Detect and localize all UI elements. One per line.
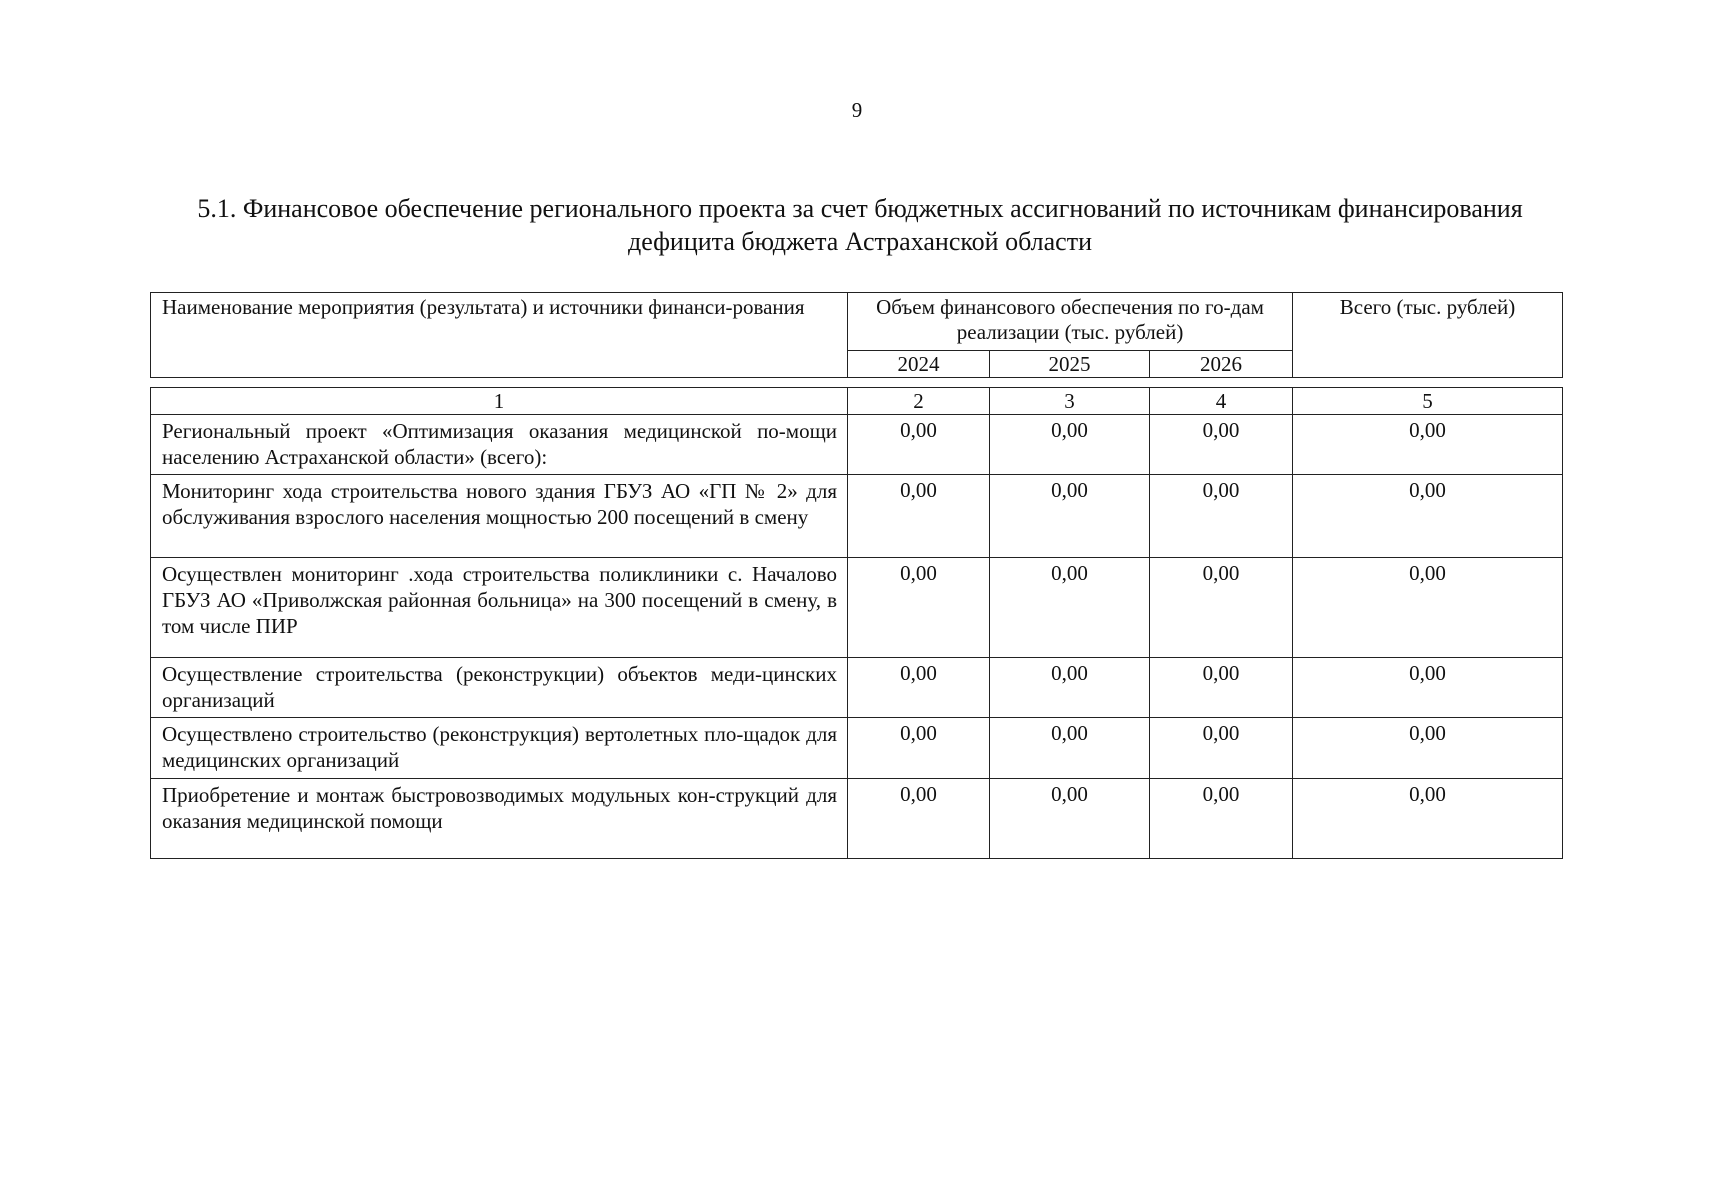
- column-number: 5: [1293, 388, 1563, 415]
- value-2026: 0,00: [1150, 718, 1293, 779]
- value-total: 0,00: [1293, 779, 1563, 859]
- column-number: 3: [990, 388, 1150, 415]
- column-number: 2: [848, 388, 990, 415]
- header-total-label: Всего (тыс. рублей): [1339, 295, 1516, 319]
- financing-table-header: [150, 292, 1563, 378]
- section-title: [140, 192, 1580, 258]
- table-row: [151, 415, 1563, 475]
- header-name-cell: [151, 293, 848, 378]
- value-2024: 0,00: [848, 558, 990, 658]
- value-2025: 0,00: [990, 658, 1150, 718]
- header-volume-label: Объем финансового обеспечения по го-дам реализации (тыс. рублей): [876, 295, 1264, 344]
- table-row: [151, 658, 1563, 718]
- value-total: 0,00: [1293, 718, 1563, 779]
- table-row: [151, 779, 1563, 859]
- column-numbers-row: [151, 388, 1563, 415]
- row-name: Осуществлен мониторинг .хода строительства поликлиники с. Началово ГБУЗ АО «Приволжская районная больница» на 300 посещений в смену, в том числе ПИР: [151, 558, 848, 658]
- value-2026: 0,00: [1150, 415, 1293, 475]
- table-row: [151, 558, 1563, 658]
- value-2024: 0,00: [848, 415, 990, 475]
- row-name: Мониторинг хода строительства нового здания ГБУЗ АО «ГП № 2» для обслуживания взрослого населения мощностью 200 посещений в смену: [151, 475, 848, 558]
- value-2025: 0,00: [990, 779, 1150, 859]
- column-number: 1: [151, 388, 848, 415]
- row-name: Приобретение и монтаж быстровозводимых модульных кон-струкций для оказания медицинской помощи: [151, 779, 848, 859]
- value-2024: 0,00: [848, 658, 990, 718]
- section-title-line-1: 5.1. Финансовое обеспечение регионального проекта за счет бюджетных ассигнований по источникам финансирования: [197, 194, 1523, 223]
- row-name: Осуществлено строительство (реконструкция) вертолетных пло-щадок для медицинских организаций: [151, 718, 848, 779]
- value-total: 0,00: [1293, 475, 1563, 558]
- row-name: Региональный проект «Оптимизация оказания медицинской по-мощи населению Астраханской области» (всего):: [151, 415, 848, 475]
- header-year-2025: 2025: [990, 351, 1150, 378]
- value-total: 0,00: [1293, 658, 1563, 718]
- table-row: [151, 475, 1563, 558]
- financing-table-body: [150, 387, 1563, 859]
- value-2026: 0,00: [1150, 558, 1293, 658]
- table-row: [151, 718, 1563, 779]
- page-number: 9: [851, 98, 863, 122]
- value-2026: 0,00: [1150, 779, 1293, 859]
- value-2026: 0,00: [1150, 658, 1293, 718]
- value-2025: 0,00: [990, 415, 1150, 475]
- header-year-2026: 2026: [1150, 351, 1293, 378]
- value-2024: 0,00: [848, 779, 990, 859]
- row-name: Осуществление строительства (реконструкции) объектов меди-цинских организаций: [151, 658, 848, 718]
- header-name-label: Наименование мероприятия (результата) и источники финанси-рования: [162, 295, 805, 319]
- section-title-line-2: дефицита бюджета Астраханской области: [627, 227, 1092, 256]
- value-total: 0,00: [1293, 558, 1563, 658]
- value-2026: 0,00: [1150, 475, 1293, 558]
- value-2024: 0,00: [848, 718, 990, 779]
- column-number: 4: [1150, 388, 1293, 415]
- value-2024: 0,00: [848, 475, 990, 558]
- value-2025: 0,00: [990, 558, 1150, 658]
- value-2025: 0,00: [990, 718, 1150, 779]
- value-2025: 0,00: [990, 475, 1150, 558]
- header-total-cell: [1293, 293, 1563, 378]
- header-volume-cell: [848, 293, 1293, 351]
- header-year-2024: 2024: [848, 351, 990, 378]
- value-total: 0,00: [1293, 415, 1563, 475]
